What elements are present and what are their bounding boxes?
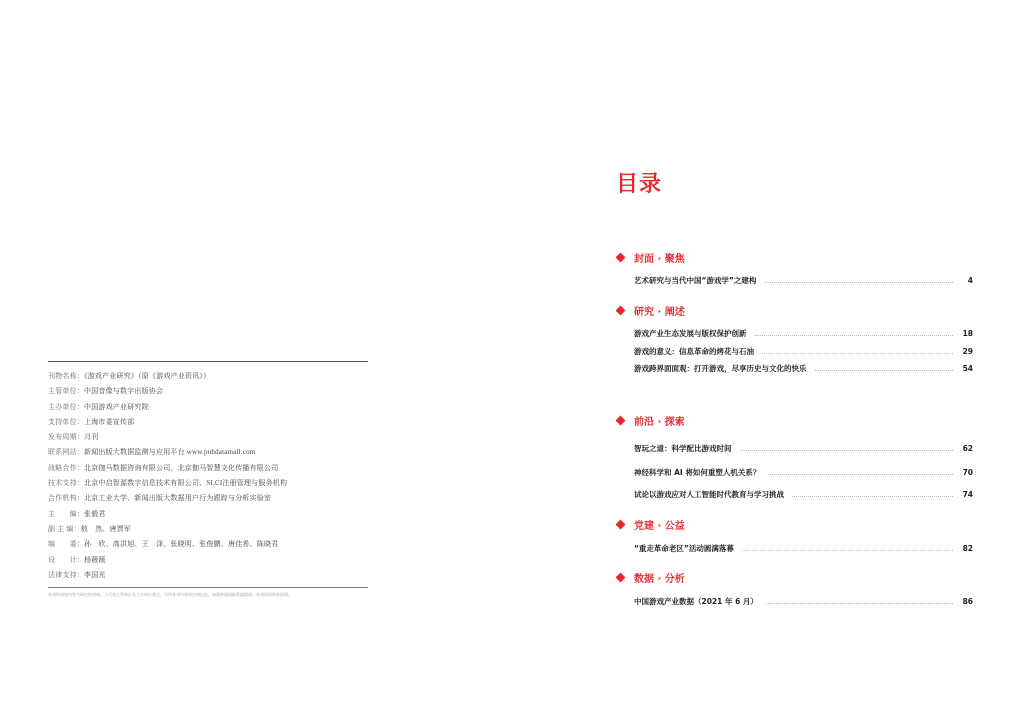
toc-section (615, 302, 973, 392)
toc-entry-title: 游戏跨界面面观：打开游戏，尽享历史与文化的快乐 (634, 363, 807, 373)
masthead (48, 361, 368, 599)
masthead-label: 战略合作： (48, 463, 84, 472)
toc-entry-page: 54 (962, 363, 973, 373)
toc-leader-dots (755, 335, 954, 336)
toc-entry-page: 4 (967, 275, 973, 285)
toc-section-header (615, 412, 973, 428)
toc-entry-page: 29 (962, 346, 973, 356)
toc-entry-page: 62 (962, 443, 973, 453)
toc-entry[interactable] (634, 594, 973, 608)
toc-section-label: 前沿 · 探索 (634, 416, 685, 428)
toc-title: 目录 (616, 172, 663, 197)
toc-entry-title: 游戏产业生态发展与版权保护创新 (634, 328, 747, 338)
masthead-value: 月刊 (84, 433, 99, 442)
masthead-row (48, 491, 368, 506)
masthead-label: 刊物名称： (48, 372, 84, 380)
masthead-value: 敖 然、唐贾军 (80, 524, 132, 533)
diamond-bullet-icon (616, 572, 626, 582)
masthead-value: 北京中启智源数字信息技术有限公司、SLCI注册管理与服务机构 (84, 479, 288, 488)
toc-entry-page: 70 (962, 467, 973, 477)
toc-section-header (615, 569, 973, 585)
masthead-value: 李国光 (84, 570, 106, 579)
diamond-bullet-icon (616, 305, 626, 315)
toc-entry-title: “重走革命老区”活动圆满落幕 (634, 543, 734, 553)
toc-entry-title: 中国游戏产业数据（2021 年 6 月） (634, 596, 758, 606)
toc-entry-page: 18 (962, 328, 973, 338)
diamond-bullet-icon (616, 519, 626, 529)
masthead-value: 北京伽马数据咨询有限公司、北京伽马智慧文化传播有限公司 (84, 463, 279, 472)
toc-section-label: 数据 · 分析 (634, 573, 685, 585)
toc-entry[interactable] (634, 361, 973, 375)
masthead-value: 张毅君 (84, 509, 106, 518)
toc-leader-dots (764, 282, 953, 283)
diamond-bullet-icon (616, 252, 626, 262)
masthead-label: 合作机构： (48, 494, 84, 503)
toc-entry-page: 86 (962, 596, 973, 606)
toc-entry[interactable] (634, 344, 973, 358)
masthead-label: 主办单位： (48, 402, 84, 411)
masthead-footnote: 本刊所刊登内容为研究性资料，不代表主管单位及主办单位观点。引用本刊内容请注明出处。如需转载请联系编辑部。本刊保留所有权利。 (48, 592, 292, 598)
masthead-label: 联系网站： (48, 448, 84, 457)
masthead-label: 技术支持： (48, 479, 84, 488)
toc-section (615, 412, 973, 502)
masthead-row (48, 553, 368, 568)
masthead-value: 《游戏产业研究》（原《游戏产业资讯》） (84, 372, 211, 380)
toc-entry[interactable] (634, 465, 973, 479)
toc-entry[interactable] (634, 487, 973, 501)
masthead-value: 北京工业大学、新闻出版大数据用户行为跟踪与分析实验室 (84, 494, 272, 503)
toc-section-header (615, 249, 973, 265)
toc-leader-dots (768, 474, 953, 475)
toc-entry[interactable] (634, 441, 973, 455)
masthead-label: 主管单位： (48, 387, 84, 396)
masthead-row (48, 522, 368, 537)
masthead-value: 孙 欣、高洪旭、王 泽、张晓明、张俊鹏、唐佳希、陈晓君 (84, 540, 279, 549)
masthead-value: 中国音像与数字出版协会 (84, 387, 164, 396)
toc-entry[interactable] (634, 326, 973, 340)
masthead-row (48, 537, 368, 552)
masthead-label: 设 计： (48, 555, 84, 564)
masthead-value: 新闻出版大数据监测与应用平台 www.pubdatamall.com (84, 448, 256, 457)
masthead-value: 中国游戏产业研究院 (84, 402, 149, 411)
toc-entry-title: 智玩之道：科学配比游戏时间 (634, 443, 732, 453)
toc-entry-title: 试论以游戏应对人工智能时代教育与学习挑战 (634, 489, 784, 499)
masthead-row (48, 369, 368, 384)
toc-entry[interactable] (634, 273, 973, 287)
masthead-rows (48, 369, 368, 583)
toc-entry-title: 神经科学和 AI 将如何重塑人机关系？ (634, 467, 761, 477)
toc-section (615, 569, 973, 659)
masthead-label: 支持单位： (48, 417, 84, 426)
toc-leader-dots (742, 550, 953, 551)
masthead-row (48, 415, 368, 430)
toc-leader-dots (792, 496, 953, 497)
toc-entry[interactable] (634, 541, 973, 555)
masthead-bottom-rule (48, 587, 368, 588)
toc-section-label: 研究 · 阐述 (634, 306, 685, 318)
masthead-value: 杨薇薇 (84, 555, 106, 564)
toc-section-header (615, 516, 973, 532)
masthead-label: 编 委： (48, 540, 84, 549)
masthead-row (48, 400, 368, 415)
toc-leader-dots (740, 450, 954, 451)
toc-entry-page: 82 (962, 543, 973, 553)
masthead-row (48, 507, 368, 522)
toc-leader-dots (766, 603, 953, 604)
diamond-bullet-icon (616, 415, 626, 425)
toc-section-header (615, 302, 973, 318)
masthead-row (48, 384, 368, 399)
masthead-label: 发布周期： (48, 433, 84, 442)
toc-entry-title: 游戏的意义：信息革命的烤花与石油 (634, 346, 754, 356)
toc-section-label: 党建 · 公益 (634, 520, 685, 532)
masthead-label: 副 主 编： (48, 524, 81, 533)
masthead-row (48, 461, 368, 476)
masthead-label: 主 编： (48, 509, 84, 518)
masthead-row (48, 430, 368, 445)
toc-leader-dots (762, 353, 953, 354)
masthead-row (48, 445, 368, 460)
toc-section-label: 封面 · 聚焦 (634, 253, 685, 265)
toc-entry-title: 艺术研究与当代中国“游戏学”之建构 (634, 275, 757, 285)
masthead-row (48, 476, 368, 491)
toc-leader-dots (815, 370, 954, 371)
masthead-value: 上海市委宣传部 (84, 417, 135, 426)
masthead-row (48, 568, 368, 583)
masthead-top-rule (48, 361, 368, 362)
toc-entry-page: 74 (962, 489, 973, 499)
masthead-label: 法律支持： (48, 570, 84, 579)
